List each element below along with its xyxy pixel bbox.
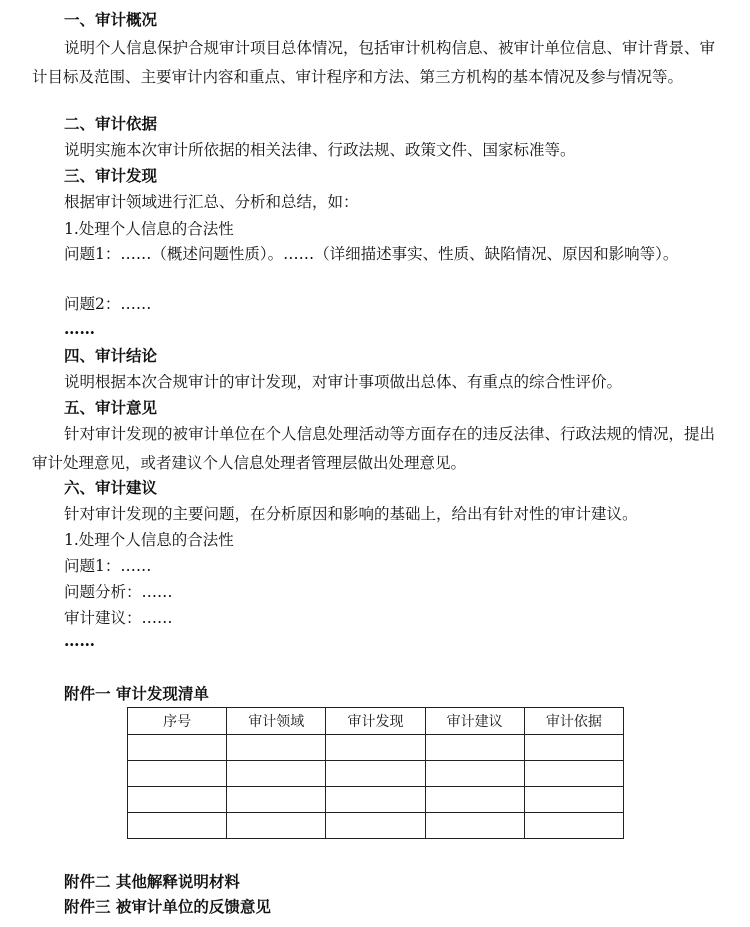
section6-suggestion: 审计建议：…… [64,609,173,627]
section3-issue2: 问题2：…… [64,295,152,313]
table-cell [425,813,524,839]
section5-paragraph: 针对审计发现的被审计单位在个人信息处理活动等方面存在的违反法律、行政法规的情况，提出审计处理意见，或者建议个人信息处理者管理层做出处理意见。 [32,425,716,472]
column-header: 审计发现 [326,708,425,735]
audit-findings-table [127,707,624,839]
table-cell [128,813,227,839]
table-cell [524,761,623,787]
section6-item1: 1.处理个人信息的合法性 [64,531,234,549]
table-row [128,813,624,839]
section2-heading: 二、审计依据 [64,114,158,133]
table-cell [524,735,623,761]
table-cell [425,735,524,761]
table-cell [524,787,623,813]
column-header: 审计依据 [524,708,623,735]
table-cell [326,787,425,813]
attachment3-title: 附件三 被审计单位的反馈意见 [64,897,271,916]
table-header-row [128,708,624,735]
table-row [128,735,624,761]
table-cell [425,787,524,813]
table-cell [128,735,227,761]
table-cell [227,813,326,839]
column-header: 审计领域 [227,708,326,735]
table-cell [326,761,425,787]
section2-paragraph: 说明实施本次审计所依据的相关法律、行政法规、政策文件、国家标准等。 [64,141,576,159]
section6-analysis: 问题分析：…… [64,583,173,601]
table-cell [227,735,326,761]
attachment1-title: 附件一 审计发现清单 [64,684,209,703]
section1-heading: 一、审计概况 [64,10,158,29]
table-cell [128,761,227,787]
section5-heading: 五、审计意见 [64,398,158,417]
table-cell [326,735,425,761]
table-row [128,787,624,813]
section3-issue1: 问题1：……（概述问题性质）。……（详细描述事实、性质、缺陷情况、原因和影响等）。 [64,245,679,263]
section6-paragraph: 针对审计发现的主要问题，在分析原因和影响的基础上，给出有针对性的审计建议。 [64,505,638,523]
table-cell [326,813,425,839]
column-header: 序号 [128,708,227,735]
table-row [128,761,624,787]
section4-paragraph: 说明根据本次合规审计的审计发现，对审计事项做出总体、有重点的综合性评价。 [64,373,623,391]
table-cell [227,761,326,787]
section3-item1: 1.处理个人信息的合法性 [64,220,234,238]
section3-ellipsis: …… [64,319,95,338]
table-cell [227,787,326,813]
section4-heading: 四、审计结论 [64,346,158,365]
column-header: 审计建议 [425,708,524,735]
section6-issue1: 问题1：…… [64,557,152,575]
section6-ellipsis: …… [64,631,95,650]
table-cell [524,813,623,839]
section6-heading: 六、审计建议 [64,478,158,497]
section1-paragraph: 说明个人信息保护合规审计项目总体情况，包括审计机构信息、被审计单位信息、审计背景、审计目标及范围、主要审计内容和重点、审计程序和方法、第三方机构的基本情况及参与情况等。 [32,39,716,86]
section3-heading: 三、审计发现 [64,166,158,185]
table-cell [128,787,227,813]
attachment2-title: 附件二 其他解释说明材料 [64,872,240,891]
section3-intro: 根据审计领域进行汇总、分析和总结，如： [64,193,359,211]
table-cell [425,761,524,787]
